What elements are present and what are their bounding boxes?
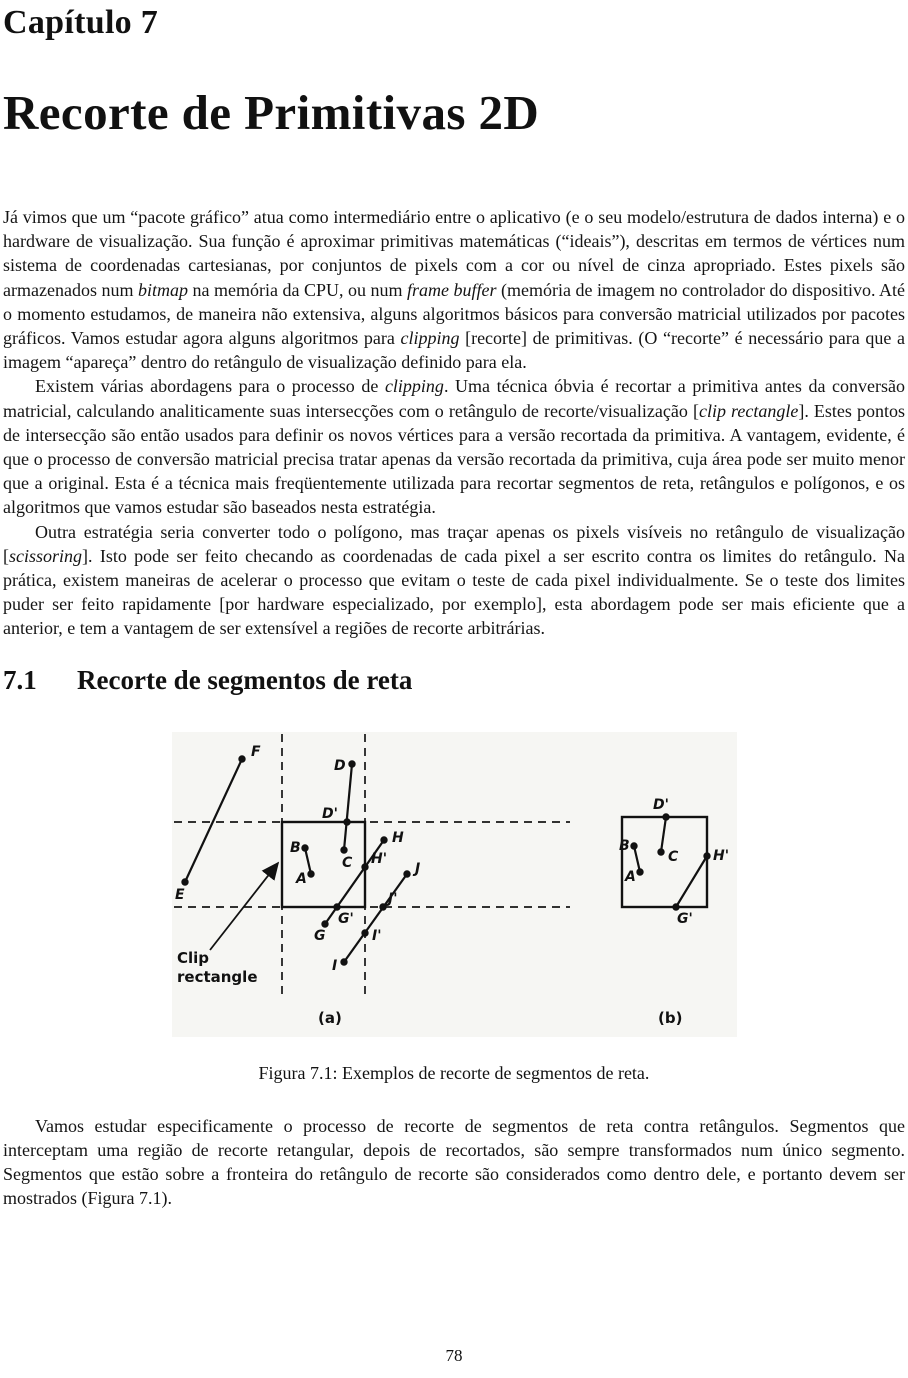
point-dot-b [630,842,637,849]
point-label-gp: G' [337,910,354,927]
text-run: Vamos estudar especificamente o processo de recorte de segmentos de reta contra retângulos. Segmentos que interceptam uma região de recorte retangular, depois de recortados, são sempre transformados num único segmento. Segmentos que estão sobre a fronteira do retângulo de recorte são considerados como dentro dele, e portanto devem ser mostrados (Figura 7.1). [3,1115,905,1209]
point-dot-g [321,920,328,927]
point-dot-dp [662,813,669,820]
line-segment [344,764,352,850]
point-label-b: B [618,837,630,854]
paragraph-2 [3,374,905,519]
document-title: Recorte de Primitivas 2D [3,85,540,140]
italic-run: bitmap [137,279,188,300]
point-dot-a [636,868,643,875]
section-heading [3,665,905,696]
text-run: [recorte] de primitivas. (O “recorte” é necessário para que a imagem “apareça” dentro do retângulo de visualização definido para ela. [3,328,905,373]
point-label-i: I [331,957,337,974]
point-label-a: A [295,870,307,887]
text-run: ]. Isto pode ser feito checando as coordenadas de cada pixel a ser escrito contra os limites do retângulo. Na prática, existem maneiras de acelerar o processo que evitam o teste de cada pixel individualmente. Se o teste dos limites puder ser feito rapidamente [por hardware especializado, por exemplo], esta abordagem pode ser mais eficiente que a anterior, e tem a vantagem de ser extensível a regiões de recorte arbitrárias. [3,545,905,639]
point-label-c: C [341,854,352,871]
text-run: Existem várias abordagens para o processo de [35,376,385,397]
point-dot-ip [361,929,368,936]
italic-run: clipping [400,328,460,349]
text-run: Outra estratégia seria converter todo o polígono, mas traçar apenas os pixels visíveis no retângulo de visualização [ [3,521,905,566]
panel-label-b: (b) [657,1008,682,1027]
point-label-dp: D' [321,805,338,822]
figure-diagram [172,732,737,1037]
point-dot-c [340,846,347,853]
paragraph-3 [3,520,905,641]
point-label-d: D [333,757,346,774]
figure-7-1 [172,732,737,1037]
figure-caption: Figura 7.1: Exemplos de recorte de segmentos de reta. [258,1062,650,1083]
clip-rectangle-a [282,822,365,907]
text-run: Já vimos que um “pacote gráfico” atua como intermediário entre o aplicativo (e o seu modelo/estrutura de dados interna) e o hardware de visualização. Sua função é aproximar primitivas matemáticas (“ideais”), descritas em termos de vértices num sistema de coordenadas cartesianas, por conjuntos de pixels com a cor ou nível de cinza apropriado. Estes pixels são armazenados num [3,207,905,300]
section-number: 7.1 [3,664,37,695]
point-dot-jp [379,903,386,910]
clip-rectangle-label: Clip [176,948,209,967]
italic-run: clip rectangle [698,400,799,421]
point-dot-e [181,878,188,885]
point-label-gp: G' [676,910,693,927]
italic-run: frame buffer [407,279,497,300]
line-segment [661,817,666,852]
point-label-hp: H' [712,847,729,864]
point-label-hp: H' [370,850,387,867]
point-dot-gp [672,903,679,910]
text-run: . Uma técnica óbvia é recortar a primitiva antes da conversão matricial, calculando analiticamente suas intersecções com o retângulo de recorte/visualização [ [3,376,906,421]
point-dot-gp [333,903,340,910]
point-label-dp: D' [652,796,669,813]
body-text [3,205,905,641]
point-dot-hp [703,852,710,859]
point-dot-d [348,760,355,767]
point-label-a: A [624,868,636,885]
point-label-b: B [289,839,301,856]
panel-label-a: (a) [317,1008,342,1027]
point-label-j: J [414,860,420,877]
point-label-ip: I' [371,927,381,944]
point-label-h: H [391,829,404,846]
chapter-label: Capítulo 7 [3,4,159,41]
point-dot-i [340,958,347,965]
point-label-e: E [174,886,185,903]
point-dot-j [403,870,410,877]
point-dot-b [301,844,308,851]
point-label-c: C [667,848,678,865]
italic-run: clipping [384,376,444,397]
point-dot-f [238,755,245,762]
italic-run: scissoring [9,545,83,566]
text-run: na memória da CPU, ou num [187,279,408,300]
point-label-f: F [250,743,261,760]
paragraph-4 [3,1114,905,1211]
clip-rectangle-label: rectangle [176,967,257,986]
paragraph-1 [3,205,905,374]
point-dot-c [657,848,664,855]
point-label-jp: J' [387,890,397,907]
point-dot-dp [343,818,350,825]
point-dot-h [380,836,387,843]
section-title: Recorte de segmentos de reta [77,664,413,695]
point-dot-hp [361,863,368,870]
page-number: 78 [445,1346,463,1365]
text-run: (memória de imagem no controlador do dispositivo. Até o momento estudamos, de maneira não extensiva, alguns algoritmos básicos para conversão matricial utilizados por pacotes gráficos. Vamos estudar agora alguns algoritmos para [3,279,905,349]
line-segment [185,759,242,882]
point-dot-a [307,870,314,877]
text-run: ]. Estes pontos de intersecção são então usados para definir os novos vértices para a versão recortada da primitiva. A vantagem, evidente, é que o processo de conversão matricial precisa tratar apenas da versão recortada da primitiva, cuja área pode ser muito menor que a original. Esta é a técnica mais freqüentemente utilizada para recortar segmentos de reta, retângulos e polígonos, e os algoritmos que vamos estudar são baseados nesta estratégia. [3,400,905,518]
line-segment [676,856,707,907]
point-label-g: G [313,927,325,944]
